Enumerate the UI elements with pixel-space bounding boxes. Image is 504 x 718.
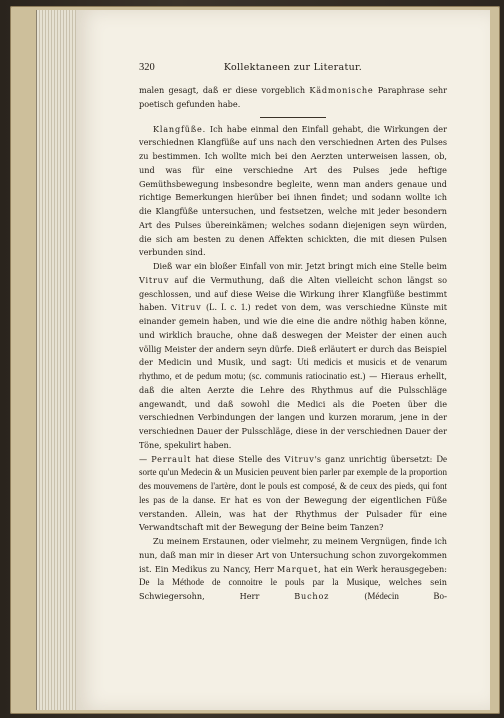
page-edge-stack <box>36 10 79 710</box>
section-separator <box>260 117 326 118</box>
paragraph-1: malen gesagt, daß er diese vorgeblich Kädmonische Paraphrase sehr poetisch gefunden habe. <box>139 85 447 109</box>
paragraph-marquet: Zu meinem Erstaunen, oder vielmehr, zu meinem Vergnügen, finde ich nun, daß man mir in dieser Art von Untersuchung schon zuvorgekommen ist. Ein Medikus zu Nancy, Herr Marquet, hat ein Werk herausgegeben: De la Méthode de connoitre le pouls par la Musique, welches sein Schwiegersohn, Herr Buchoz (Médecin Bo- <box>139 536 447 601</box>
page-text-block <box>139 61 447 604</box>
running-head <box>139 61 447 77</box>
french-quote: De sorte qu'un Medecin & un Musicien peuvent bien parler par exemple de la proportion des mouvemens de l'artère, dont le pouls est composé, & de ceux des pieds, qui font les pas de la danse. <box>139 453 447 505</box>
running-title: Kollektaneen zur Literatur. <box>223 62 363 73</box>
paragraph-perrault: — Perrault hat diese Stelle des Vitruv's ganz unrichtig übersetzt: De sorte qu'un Medecin & un Musicien peuvent bien parler par exemple de la proportion des mouvemens de l'artère, dont le pouls est composé, & de ceux des pieds, qui font les pas de la danse. Er hat es von der Bewegung der eigentlichen Füße verstanden. Allein, was hat der Rhythmus der Pulsader für eine Verwandtschaft mit der Bewegung der Beine beim Tanzen? <box>139 453 447 533</box>
latin-quote: Uti medicis et musicis et de venarum rhythmo, et de pedum motu; (sc. communis ratiocinatio est.) <box>139 357 448 381</box>
section-heading: Klangfüße. <box>153 123 207 134</box>
page-number: 320 <box>139 62 155 73</box>
french-title: De la Méthode de connoitre le pouls par la Musique, <box>139 577 381 588</box>
paragraph-vitruv: Dieß war ein bloßer Einfall von mir. Jetzt bringt mich eine Stelle beim Vitruv auf die Vermuthung, daß die Alten vielleicht schon längst so geschlossen, und auf diese Weise die Wirkung ihrer Klangfüße bestimmt haben. Vitruv (L. I. c. 1.) redet von dem, was verschiedne Künste mit einander gemein haben, und wie die eine die andre nöthig haben könne, und wirklich brauche, ohne daß deswegen der Meister der einen auch völlig Meister der andern seyn dürfe. Dieß erläutert er durch das Beispiel der Medicin und Musik, und sagt: Uti medicis et musicis et de venarum rhythmo, et de pedum motu; (sc. communis ratiocinatio est.) — Hieraus erhellt, daß die alten Aerzte die Lehre des Rhythmus auf die Pulsschläge angewandt, und daß sowohl die Medici als die Poeten über die verschiednen Verbindungen der langen und kurzen morarum, jene in der verschiednen Dauer der Pulsschläge, diese in der verschiednen Dauer der Töne, spekulirt haben. <box>139 261 448 450</box>
paragraph-klangfuesse: Klangfüße. Ich habe einmal den Einfall gehabt, die Wirkungen der verschiednen Klangfüße auf uns nach den verschiednen Arten des Pulses zu bestimmen. Ich wollte mich bei den Aerzten unterweisen lassen, ob, und was für eine verschiedne Art des Pulses jede heftige Gemüthsbewegung insbesondre begleite, wenn man anders genaue und richtige Bemerkungen hierüber bei ihnen findet; und sodann wollte ich die Klangfüße untersuchen, und festsetzen, welche mit jeder besondern Art des Pulses übereinkämen; welches sodann diejenigen seyn würden, die sich am besten zu denen Affekten schickten, die mit diesen Pulsen verbunden sind. <box>139 123 447 258</box>
